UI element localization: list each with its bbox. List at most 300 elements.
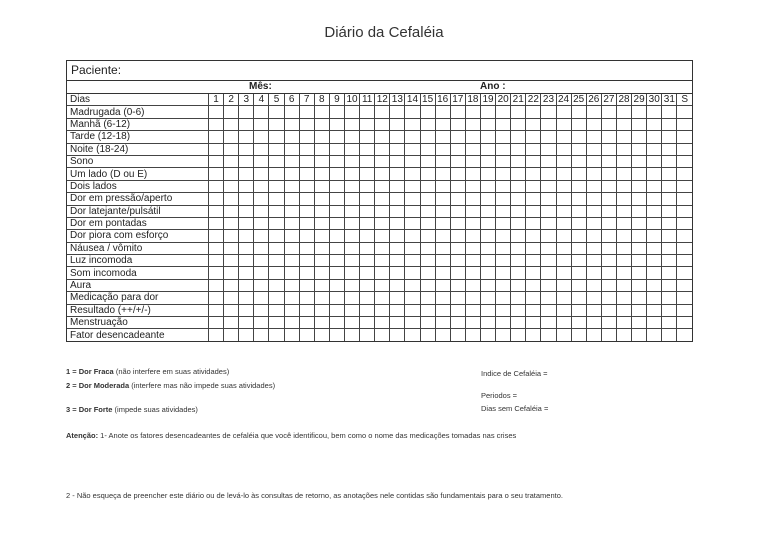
grid-cell[interactable] [511, 317, 526, 329]
grid-cell[interactable] [269, 205, 284, 217]
grid-cell[interactable] [314, 230, 329, 242]
grid-cell[interactable] [269, 242, 284, 254]
grid-cell[interactable] [465, 106, 480, 118]
grid-cell[interactable] [284, 143, 299, 155]
grid-cell[interactable] [586, 230, 601, 242]
grid-cell[interactable] [571, 242, 586, 254]
grid-cell[interactable] [647, 317, 662, 329]
grid-cell[interactable] [465, 155, 480, 167]
grid-cell[interactable] [329, 304, 344, 316]
grid-cell[interactable] [526, 279, 541, 291]
grid-cell[interactable] [420, 242, 435, 254]
grid-cell[interactable] [647, 230, 662, 242]
grid-cell[interactable] [299, 230, 314, 242]
grid-cell[interactable] [329, 180, 344, 192]
grid-cell[interactable] [511, 267, 526, 279]
grid-cell[interactable] [586, 131, 601, 143]
grid-cell[interactable] [677, 168, 692, 180]
grid-cell[interactable] [662, 242, 677, 254]
grid-cell[interactable] [375, 193, 390, 205]
grid-cell[interactable] [420, 267, 435, 279]
grid-cell[interactable] [450, 168, 465, 180]
grid-cell[interactable] [662, 118, 677, 130]
grid-cell[interactable] [496, 155, 511, 167]
grid-cell[interactable] [541, 304, 556, 316]
grid-cell[interactable] [375, 217, 390, 229]
grid-cell[interactable] [405, 304, 420, 316]
grid-cell[interactable] [239, 304, 254, 316]
grid-cell[interactable] [360, 255, 375, 267]
grid-cell[interactable] [480, 193, 495, 205]
grid-cell[interactable] [329, 143, 344, 155]
grid-cell[interactable] [526, 180, 541, 192]
grid-cell[interactable] [239, 267, 254, 279]
grid-cell[interactable] [450, 267, 465, 279]
grid-cell[interactable] [496, 317, 511, 329]
grid-cell[interactable] [601, 131, 616, 143]
grid-cell[interactable] [405, 118, 420, 130]
grid-cell[interactable] [239, 255, 254, 267]
grid-cell[interactable] [496, 242, 511, 254]
grid-cell[interactable] [556, 217, 571, 229]
grid-cell[interactable] [314, 304, 329, 316]
grid-cell[interactable] [284, 155, 299, 167]
grid-cell[interactable] [269, 143, 284, 155]
grid-cell[interactable] [571, 118, 586, 130]
grid-cell[interactable] [480, 304, 495, 316]
grid-cell[interactable] [299, 118, 314, 130]
grid-cell[interactable] [556, 193, 571, 205]
grid-cell[interactable] [284, 193, 299, 205]
grid-cell[interactable] [465, 180, 480, 192]
grid-cell[interactable] [541, 230, 556, 242]
grid-cell[interactable] [405, 106, 420, 118]
grid-cell[interactable] [662, 180, 677, 192]
grid-cell[interactable] [601, 155, 616, 167]
grid-cell[interactable] [435, 217, 450, 229]
grid-cell[interactable] [224, 118, 239, 130]
grid-cell[interactable] [496, 205, 511, 217]
grid-cell[interactable] [586, 242, 601, 254]
grid-cell[interactable] [390, 193, 405, 205]
grid-cell[interactable] [526, 143, 541, 155]
grid-cell[interactable] [360, 317, 375, 329]
grid-cell[interactable] [269, 155, 284, 167]
grid-cell[interactable] [390, 143, 405, 155]
grid-cell[interactable] [601, 292, 616, 304]
grid-cell[interactable] [586, 168, 601, 180]
grid-cell[interactable] [375, 279, 390, 291]
grid-cell[interactable] [360, 106, 375, 118]
grid-cell[interactable] [209, 292, 224, 304]
grid-cell[interactable] [465, 279, 480, 291]
grid-cell[interactable] [344, 118, 359, 130]
grid-cell[interactable] [632, 304, 647, 316]
grid-cell[interactable] [450, 118, 465, 130]
grid-cell[interactable] [662, 106, 677, 118]
grid-cell[interactable] [284, 317, 299, 329]
grid-cell[interactable] [541, 255, 556, 267]
grid-cell[interactable] [465, 230, 480, 242]
grid-cell[interactable] [465, 242, 480, 254]
grid-cell[interactable] [435, 230, 450, 242]
grid-cell[interactable] [299, 304, 314, 316]
grid-cell[interactable] [405, 143, 420, 155]
grid-cell[interactable] [420, 106, 435, 118]
grid-cell[interactable] [571, 267, 586, 279]
grid-cell[interactable] [314, 255, 329, 267]
grid-cell[interactable] [224, 193, 239, 205]
grid-cell[interactable] [420, 279, 435, 291]
grid-cell[interactable] [390, 267, 405, 279]
grid-cell[interactable] [556, 279, 571, 291]
grid-cell[interactable] [254, 193, 269, 205]
grid-cell[interactable] [556, 255, 571, 267]
grid-cell[interactable] [601, 217, 616, 229]
grid-cell[interactable] [360, 131, 375, 143]
grid-cell[interactable] [284, 168, 299, 180]
grid-cell[interactable] [662, 217, 677, 229]
grid-cell[interactable] [632, 168, 647, 180]
grid-cell[interactable] [632, 106, 647, 118]
grid-cell[interactable] [541, 279, 556, 291]
grid-cell[interactable] [526, 217, 541, 229]
grid-cell[interactable] [526, 255, 541, 267]
grid-cell[interactable] [647, 255, 662, 267]
grid-cell[interactable] [480, 267, 495, 279]
grid-cell[interactable] [526, 193, 541, 205]
grid-cell[interactable] [329, 279, 344, 291]
grid-cell[interactable] [314, 168, 329, 180]
grid-cell[interactable] [556, 168, 571, 180]
grid-cell[interactable] [390, 304, 405, 316]
grid-cell[interactable] [329, 131, 344, 143]
grid-cell[interactable] [435, 155, 450, 167]
grid-cell[interactable] [435, 317, 450, 329]
grid-cell[interactable] [239, 168, 254, 180]
grid-cell[interactable] [632, 131, 647, 143]
grid-cell[interactable] [480, 155, 495, 167]
grid-cell[interactable] [465, 131, 480, 143]
grid-cell[interactable] [209, 143, 224, 155]
grid-cell[interactable] [224, 180, 239, 192]
grid-cell[interactable] [511, 255, 526, 267]
grid-cell[interactable] [209, 155, 224, 167]
grid-cell[interactable] [541, 267, 556, 279]
grid-cell[interactable] [662, 168, 677, 180]
grid-cell[interactable] [586, 304, 601, 316]
grid-cell[interactable] [209, 131, 224, 143]
grid-cell[interactable] [647, 217, 662, 229]
grid-cell[interactable] [405, 155, 420, 167]
grid-cell[interactable] [556, 329, 571, 341]
grid-cell[interactable] [314, 217, 329, 229]
grid-cell[interactable] [435, 242, 450, 254]
grid-cell[interactable] [420, 329, 435, 341]
grid-cell[interactable] [632, 217, 647, 229]
grid-cell[interactable] [360, 267, 375, 279]
grid-cell[interactable] [526, 106, 541, 118]
grid-cell[interactable] [511, 230, 526, 242]
grid-cell[interactable] [601, 279, 616, 291]
grid-cell[interactable] [344, 317, 359, 329]
grid-cell[interactable] [435, 131, 450, 143]
grid-cell[interactable] [344, 155, 359, 167]
grid-cell[interactable] [329, 230, 344, 242]
grid-cell[interactable] [450, 193, 465, 205]
grid-cell[interactable] [662, 193, 677, 205]
grid-cell[interactable] [647, 267, 662, 279]
grid-cell[interactable] [601, 180, 616, 192]
grid-cell[interactable] [390, 131, 405, 143]
grid-cell[interactable] [405, 329, 420, 341]
grid-cell[interactable] [496, 292, 511, 304]
grid-cell[interactable] [344, 292, 359, 304]
grid-cell[interactable] [390, 255, 405, 267]
grid-cell[interactable] [435, 205, 450, 217]
grid-cell[interactable] [541, 205, 556, 217]
grid-cell[interactable] [586, 118, 601, 130]
grid-cell[interactable] [314, 205, 329, 217]
grid-cell[interactable] [299, 168, 314, 180]
grid-cell[interactable] [677, 317, 692, 329]
grid-cell[interactable] [435, 292, 450, 304]
grid-cell[interactable] [677, 267, 692, 279]
grid-cell[interactable] [239, 242, 254, 254]
grid-cell[interactable] [450, 242, 465, 254]
grid-cell[interactable] [511, 193, 526, 205]
grid-cell[interactable] [511, 217, 526, 229]
grid-cell[interactable] [254, 329, 269, 341]
grid-cell[interactable] [571, 168, 586, 180]
grid-cell[interactable] [390, 242, 405, 254]
grid-cell[interactable] [209, 304, 224, 316]
grid-cell[interactable] [224, 255, 239, 267]
grid-cell[interactable] [420, 143, 435, 155]
grid-cell[interactable] [375, 255, 390, 267]
grid-cell[interactable] [390, 205, 405, 217]
grid-cell[interactable] [405, 180, 420, 192]
grid-cell[interactable] [284, 329, 299, 341]
grid-cell[interactable] [465, 329, 480, 341]
grid-cell[interactable] [224, 205, 239, 217]
grid-cell[interactable] [571, 155, 586, 167]
grid-cell[interactable] [480, 292, 495, 304]
grid-cell[interactable] [254, 217, 269, 229]
grid-cell[interactable] [344, 255, 359, 267]
grid-cell[interactable] [299, 193, 314, 205]
grid-cell[interactable] [450, 317, 465, 329]
grid-cell[interactable] [314, 193, 329, 205]
grid-cell[interactable] [496, 230, 511, 242]
grid-cell[interactable] [647, 292, 662, 304]
grid-cell[interactable] [526, 329, 541, 341]
grid-cell[interactable] [496, 255, 511, 267]
grid-cell[interactable] [284, 267, 299, 279]
grid-cell[interactable] [647, 193, 662, 205]
grid-cell[interactable] [284, 118, 299, 130]
grid-cell[interactable] [662, 143, 677, 155]
grid-cell[interactable] [571, 217, 586, 229]
grid-cell[interactable] [360, 242, 375, 254]
grid-cell[interactable] [677, 106, 692, 118]
grid-cell[interactable] [209, 255, 224, 267]
grid-cell[interactable] [450, 230, 465, 242]
grid-cell[interactable] [420, 292, 435, 304]
grid-cell[interactable] [616, 317, 631, 329]
grid-cell[interactable] [541, 118, 556, 130]
grid-cell[interactable] [405, 292, 420, 304]
grid-cell[interactable] [344, 193, 359, 205]
grid-cell[interactable] [526, 205, 541, 217]
grid-cell[interactable] [269, 118, 284, 130]
grid-cell[interactable] [435, 255, 450, 267]
grid-cell[interactable] [662, 292, 677, 304]
grid-cell[interactable] [586, 279, 601, 291]
grid-cell[interactable] [616, 267, 631, 279]
grid-cell[interactable] [465, 143, 480, 155]
grid-cell[interactable] [299, 180, 314, 192]
grid-cell[interactable] [344, 131, 359, 143]
grid-cell[interactable] [344, 304, 359, 316]
grid-cell[interactable] [480, 106, 495, 118]
grid-cell[interactable] [465, 317, 480, 329]
grid-cell[interactable] [254, 255, 269, 267]
grid-cell[interactable] [571, 279, 586, 291]
grid-cell[interactable] [269, 255, 284, 267]
grid-cell[interactable] [526, 168, 541, 180]
grid-cell[interactable] [586, 267, 601, 279]
grid-cell[interactable] [420, 155, 435, 167]
grid-cell[interactable] [541, 143, 556, 155]
grid-cell[interactable] [329, 118, 344, 130]
grid-cell[interactable] [571, 317, 586, 329]
grid-cell[interactable] [299, 267, 314, 279]
grid-cell[interactable] [601, 242, 616, 254]
grid-cell[interactable] [390, 118, 405, 130]
grid-cell[interactable] [299, 242, 314, 254]
grid-cell[interactable] [299, 292, 314, 304]
grid-cell[interactable] [375, 317, 390, 329]
grid-cell[interactable] [209, 118, 224, 130]
grid-cell[interactable] [616, 118, 631, 130]
grid-cell[interactable] [541, 106, 556, 118]
grid-cell[interactable] [269, 304, 284, 316]
grid-cell[interactable] [299, 217, 314, 229]
grid-cell[interactable] [450, 304, 465, 316]
grid-cell[interactable] [556, 230, 571, 242]
grid-cell[interactable] [284, 131, 299, 143]
grid-cell[interactable] [269, 230, 284, 242]
grid-cell[interactable] [616, 106, 631, 118]
grid-cell[interactable] [360, 230, 375, 242]
grid-cell[interactable] [496, 304, 511, 316]
grid-cell[interactable] [480, 118, 495, 130]
grid-cell[interactable] [209, 217, 224, 229]
grid-cell[interactable] [556, 267, 571, 279]
grid-cell[interactable] [284, 242, 299, 254]
grid-cell[interactable] [405, 255, 420, 267]
grid-cell[interactable] [571, 180, 586, 192]
grid-cell[interactable] [329, 292, 344, 304]
grid-cell[interactable] [511, 329, 526, 341]
grid-cell[interactable] [435, 143, 450, 155]
grid-cell[interactable] [556, 180, 571, 192]
grid-cell[interactable] [601, 230, 616, 242]
grid-cell[interactable] [405, 317, 420, 329]
grid-cell[interactable] [677, 155, 692, 167]
grid-cell[interactable] [556, 292, 571, 304]
grid-cell[interactable] [375, 242, 390, 254]
grid-cell[interactable] [254, 168, 269, 180]
grid-cell[interactable] [209, 168, 224, 180]
grid-cell[interactable] [511, 143, 526, 155]
grid-cell[interactable] [632, 317, 647, 329]
grid-cell[interactable] [420, 168, 435, 180]
grid-cell[interactable] [496, 118, 511, 130]
grid-cell[interactable] [360, 193, 375, 205]
grid-cell[interactable] [541, 292, 556, 304]
grid-cell[interactable] [239, 317, 254, 329]
grid-cell[interactable] [405, 267, 420, 279]
grid-cell[interactable] [375, 292, 390, 304]
grid-cell[interactable] [541, 131, 556, 143]
grid-cell[interactable] [254, 242, 269, 254]
grid-cell[interactable] [511, 106, 526, 118]
grid-cell[interactable] [616, 205, 631, 217]
grid-cell[interactable] [224, 131, 239, 143]
grid-cell[interactable] [360, 143, 375, 155]
grid-cell[interactable] [601, 255, 616, 267]
grid-cell[interactable] [647, 131, 662, 143]
grid-cell[interactable] [239, 106, 254, 118]
grid-cell[interactable] [239, 292, 254, 304]
grid-cell[interactable] [269, 180, 284, 192]
grid-cell[interactable] [360, 279, 375, 291]
grid-cell[interactable] [450, 329, 465, 341]
grid-cell[interactable] [420, 131, 435, 143]
grid-cell[interactable] [526, 230, 541, 242]
grid-cell[interactable] [677, 329, 692, 341]
grid-cell[interactable] [239, 118, 254, 130]
grid-cell[interactable] [390, 292, 405, 304]
grid-cell[interactable] [329, 242, 344, 254]
grid-cell[interactable] [677, 242, 692, 254]
grid-cell[interactable] [269, 168, 284, 180]
grid-cell[interactable] [299, 131, 314, 143]
grid-cell[interactable] [601, 193, 616, 205]
grid-cell[interactable] [405, 193, 420, 205]
grid-cell[interactable] [647, 205, 662, 217]
grid-cell[interactable] [360, 155, 375, 167]
grid-cell[interactable] [480, 279, 495, 291]
grid-cell[interactable] [299, 279, 314, 291]
grid-cell[interactable] [239, 143, 254, 155]
grid-cell[interactable] [465, 205, 480, 217]
grid-cell[interactable] [647, 304, 662, 316]
grid-cell[interactable] [239, 230, 254, 242]
grid-cell[interactable] [209, 193, 224, 205]
grid-cell[interactable] [632, 118, 647, 130]
grid-cell[interactable] [375, 329, 390, 341]
grid-cell[interactable] [360, 304, 375, 316]
grid-cell[interactable] [344, 267, 359, 279]
grid-cell[interactable] [496, 180, 511, 192]
grid-cell[interactable] [496, 168, 511, 180]
grid-cell[interactable] [556, 304, 571, 316]
grid-cell[interactable] [586, 205, 601, 217]
grid-cell[interactable] [480, 317, 495, 329]
